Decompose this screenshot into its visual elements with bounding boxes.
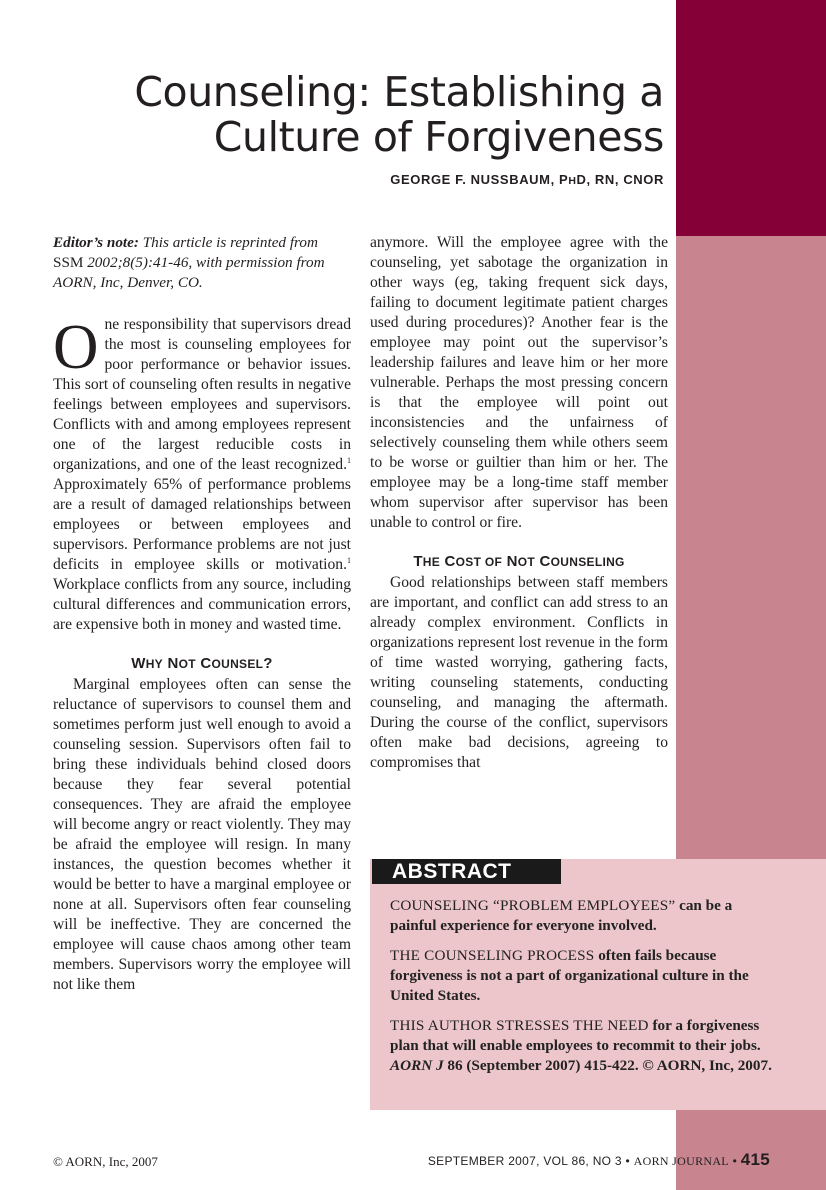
abstract-paragraph-2: THE COUNSELING PROCESS often fails because forgiveness is not a part of organizational culture in the United States. [390, 947, 749, 1004]
footer-issue: SEPTEMBER 2007, VOL 86, NO 3 • AORN JOURNAL • 415 [427, 1150, 770, 1169]
page-number: 415 [740, 1150, 770, 1169]
editors-note [53, 233, 351, 293]
abstract-text [390, 896, 782, 1086]
footer-journal-name: AORN JOURNAL [633, 1154, 729, 1168]
author-degree-d: D [576, 172, 587, 187]
editors-note-text: This article is reprinted from [138, 234, 318, 251]
author-degree-h: H [568, 175, 577, 187]
intro-text-b: Approximately 65% of performance problems are a result of damaged relationships between employees or between employees and supervisors. Performance problems are not just deficits in employee skills or motivation. [53, 476, 351, 573]
reference-1: 1 [347, 455, 351, 465]
color-band-dark [676, 0, 826, 236]
author-name: GEORGE F. NUSSBAUM, [390, 172, 560, 187]
footer-issue-info: SEPTEMBER 2007, VOL 86, NO 3 • [427, 1154, 634, 1168]
editors-note-label: Editor’s note: [53, 234, 139, 251]
title-line-1: Counseling: Establishing a [134, 68, 664, 116]
intro-paragraph [53, 312, 351, 635]
column-right [370, 233, 668, 773]
title-line-2: Culture of Forgiveness [213, 113, 664, 161]
article-title [24, 70, 664, 160]
body-paragraph-continued: anymore. Will the employee agree with the counseling, yet sabotage the organization in other ways (eg, taking frequent sick days, failing to document legitimate patient charges used during procedures)? Another fear is the employee may point out the supervisor’s leadership failures and leave him or her more vulnerable. Perhaps the most pressing concern is that the employee will point out inconsistencies and the unfairness of selectively counseling them while others seem to be worse or guiltier than him or her. The employee may be a long-time staff member whom supervisor after supervisor has been unable to control or fire. [370, 234, 668, 531]
author-byline [164, 172, 664, 187]
reference-2: 1 [347, 555, 351, 565]
author-degree-p: P [559, 172, 569, 187]
intro-text-a: ne responsibility that supervisors dread the most is counseling employees for poor performance or behavior issues. This sort of counseling often results in negative feelings between employees and supervisors. Conflicts with and among employees represent one of the largest reducible costs in organizations, and one of the least recognized. [53, 316, 351, 473]
section-heading-cost-of-not-counseling: THE COST OF NOT COUNSELING [413, 553, 625, 570]
footer-copyright: © AORN, Inc, 2007 [53, 1154, 158, 1169]
body-paragraph: Marginal employees often can sense the reluctance of supervisors to counsel them and sometimes perform just well enough to avoid a counseling session. Supervisors often fail to bring these individuals behind closed doors because they fear several potential consequences. They are afraid the employee will become angry or react violently. They may be afraid the employee will resign. In many instances, the question becomes whether it would be better to have a marginal employee or none at all. Supervisors often fear counseling will be ineffective. They are concerned the employee will cause chaos among other team members. Supervisors worry the employee will not like them [53, 676, 351, 993]
body-paragraph-cost: Good relationships between staff members are important, and conflict can add stress to an already complex environment. Conflicts in organizations represent lost revenue in the form of time wasted worrying, gathering facts, writing counseling statements, conducting counseling, and managing the aftermath. During the course of the conflict, supervisors often make bad decisions, agreeing to compromises that [370, 574, 668, 771]
editors-note-text-2: 2002;8(5):41-46, with permission from AORN, Inc, Denver, CO. [53, 254, 325, 291]
intro-text-c: Workplace conflicts from any source, including cultural differences and communication errors, are expensive both in money and wasted time. [53, 576, 351, 633]
drop-cap: O [53, 312, 99, 382]
column-left [53, 233, 351, 995]
editors-note-journal: SSM [53, 254, 84, 271]
abstract-paragraph-1: COUNSELING “PROBLEM EMPLOYEES” can be a painful experience for everyone involved. [390, 897, 733, 934]
section-heading-why-not-counsel: WHY NOT COUNSEL? [131, 655, 273, 672]
abstract-paragraph-3: THIS AUTHOR STRESSES THE NEED for a forgiveness plan that will enable employees to recommit to their jobs. AORN J 86 (September 2007) 415-422. © AORN, Inc, 2007. [390, 1017, 772, 1074]
author-credentials: , RN, CNOR [586, 172, 664, 187]
abstract-label: ABSTRACT [372, 859, 561, 884]
